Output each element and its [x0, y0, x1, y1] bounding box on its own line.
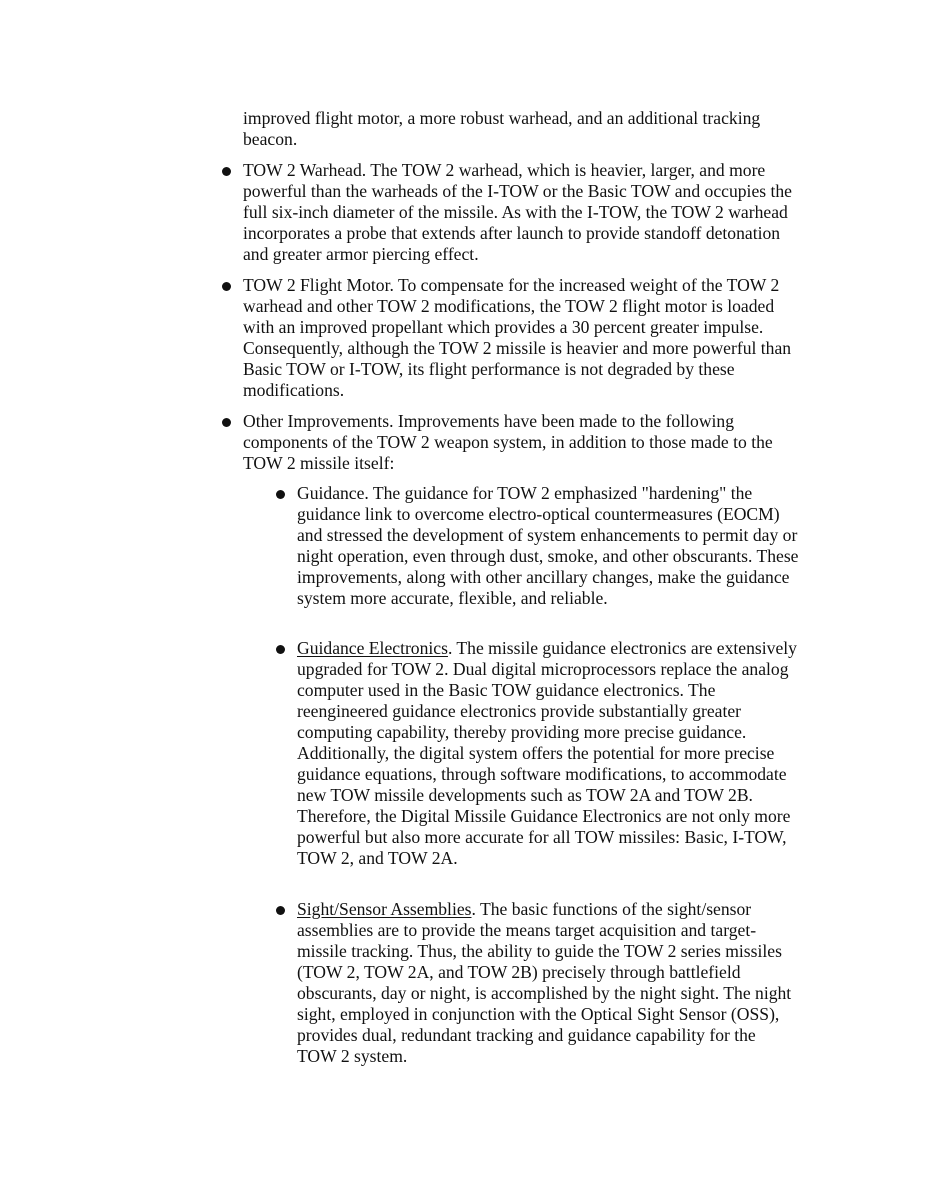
sublist-item-guidance-electronics [297, 638, 799, 869]
item-text: To compensate for the increased weight of the TOW 2 warhead and other TOW 2 modifications, the TOW 2 flight motor is loaded with an improved propellant which provides a 30 percent greater impulse. Consequently, although the TOW 2 missile is heavier and more powerful than Basic TOW or I-TOW, its flight performance is not degraded by these modifications. [243, 275, 792, 400]
item-lead: Guidance. [297, 483, 369, 503]
list-item-tow2-warhead [243, 160, 799, 265]
bullet-icon [222, 282, 231, 291]
item-text: The guidance for TOW 2 emphasized "hardening" the guidance link to overcome electro-optical countermeasures (EOCM) and stressed the development of system enhancements to permit day or night operation, even through dust, smoke, and other obscurants. These improvements, along with other ancillary changes, make the guidance system more accurate, flexible, and reliable. [297, 483, 799, 608]
item-text: . The missile guidance electronics are extensively upgraded for TOW 2. Dual digital microprocessors replace the analog computer used in the Basic TOW guidance electronics. The reengineered guidance electronics provide substantially greater computing capability, thereby providing more precise guidance. Additionally, the digital system offers the potential for more precise guidance equations, through software modifications, to accommodate new TOW missile developments such as TOW 2A and TOW 2B. Therefore, the Digital Missile Guidance Electronics are not only more powerful but also more accurate for all TOW missiles: Basic, I-TOW, TOW 2, and TOW 2A. [297, 638, 797, 868]
item-lead: Other Improvements. [243, 411, 394, 431]
sublist-item-guidance [297, 483, 799, 609]
list-item-other-improvements [243, 411, 799, 474]
item-text: The TOW 2 warhead, which is heavier, larger, and more powerful than the warheads of the I-TOW or the Basic TOW and occupies the full six-inch diameter of the missile. As with the I-TOW, the TOW 2 warhead incorporates a probe that extends after launch to provide standoff detonation and greater armor piercing effect. [243, 160, 792, 264]
bullet-icon [222, 167, 231, 176]
item-lead: Sight/Sensor Assemblies [297, 899, 472, 919]
item-lead: TOW 2 Flight Motor. [243, 275, 394, 295]
bullet-icon [222, 418, 231, 427]
bullet-icon [276, 645, 285, 654]
sublist-item-sight-sensor [297, 899, 799, 1067]
bullet-icon [276, 906, 285, 915]
item-text: . The basic functions of the sight/sensor assemblies are to provide the means target acquisition and target-missile tracking. Thus, the ability to guide the TOW 2 series missiles (TOW 2, TOW 2A, and TOW 2B) precisely through battlefield obscurants, day or night, is accomplished by the night sight. The night sight, employed in conjunction with the Optical Sight Sensor (OSS), provides dual, redundant tracking and guidance capability for the TOW 2 system. [297, 899, 792, 1066]
item-lead: TOW 2 Warhead. [243, 160, 367, 180]
item-lead: Guidance Electronics [297, 638, 448, 658]
item-text: Improvements have been made to the following components of the TOW 2 weapon system, in addition to those made to the TOW 2 missile itself: [243, 411, 773, 473]
bullet-icon [276, 490, 285, 499]
list-item-tow2-flight-motor [243, 275, 799, 401]
continuation-paragraph: improved flight motor, a more robust warhead, and an additional tracking beacon. [243, 108, 761, 149]
